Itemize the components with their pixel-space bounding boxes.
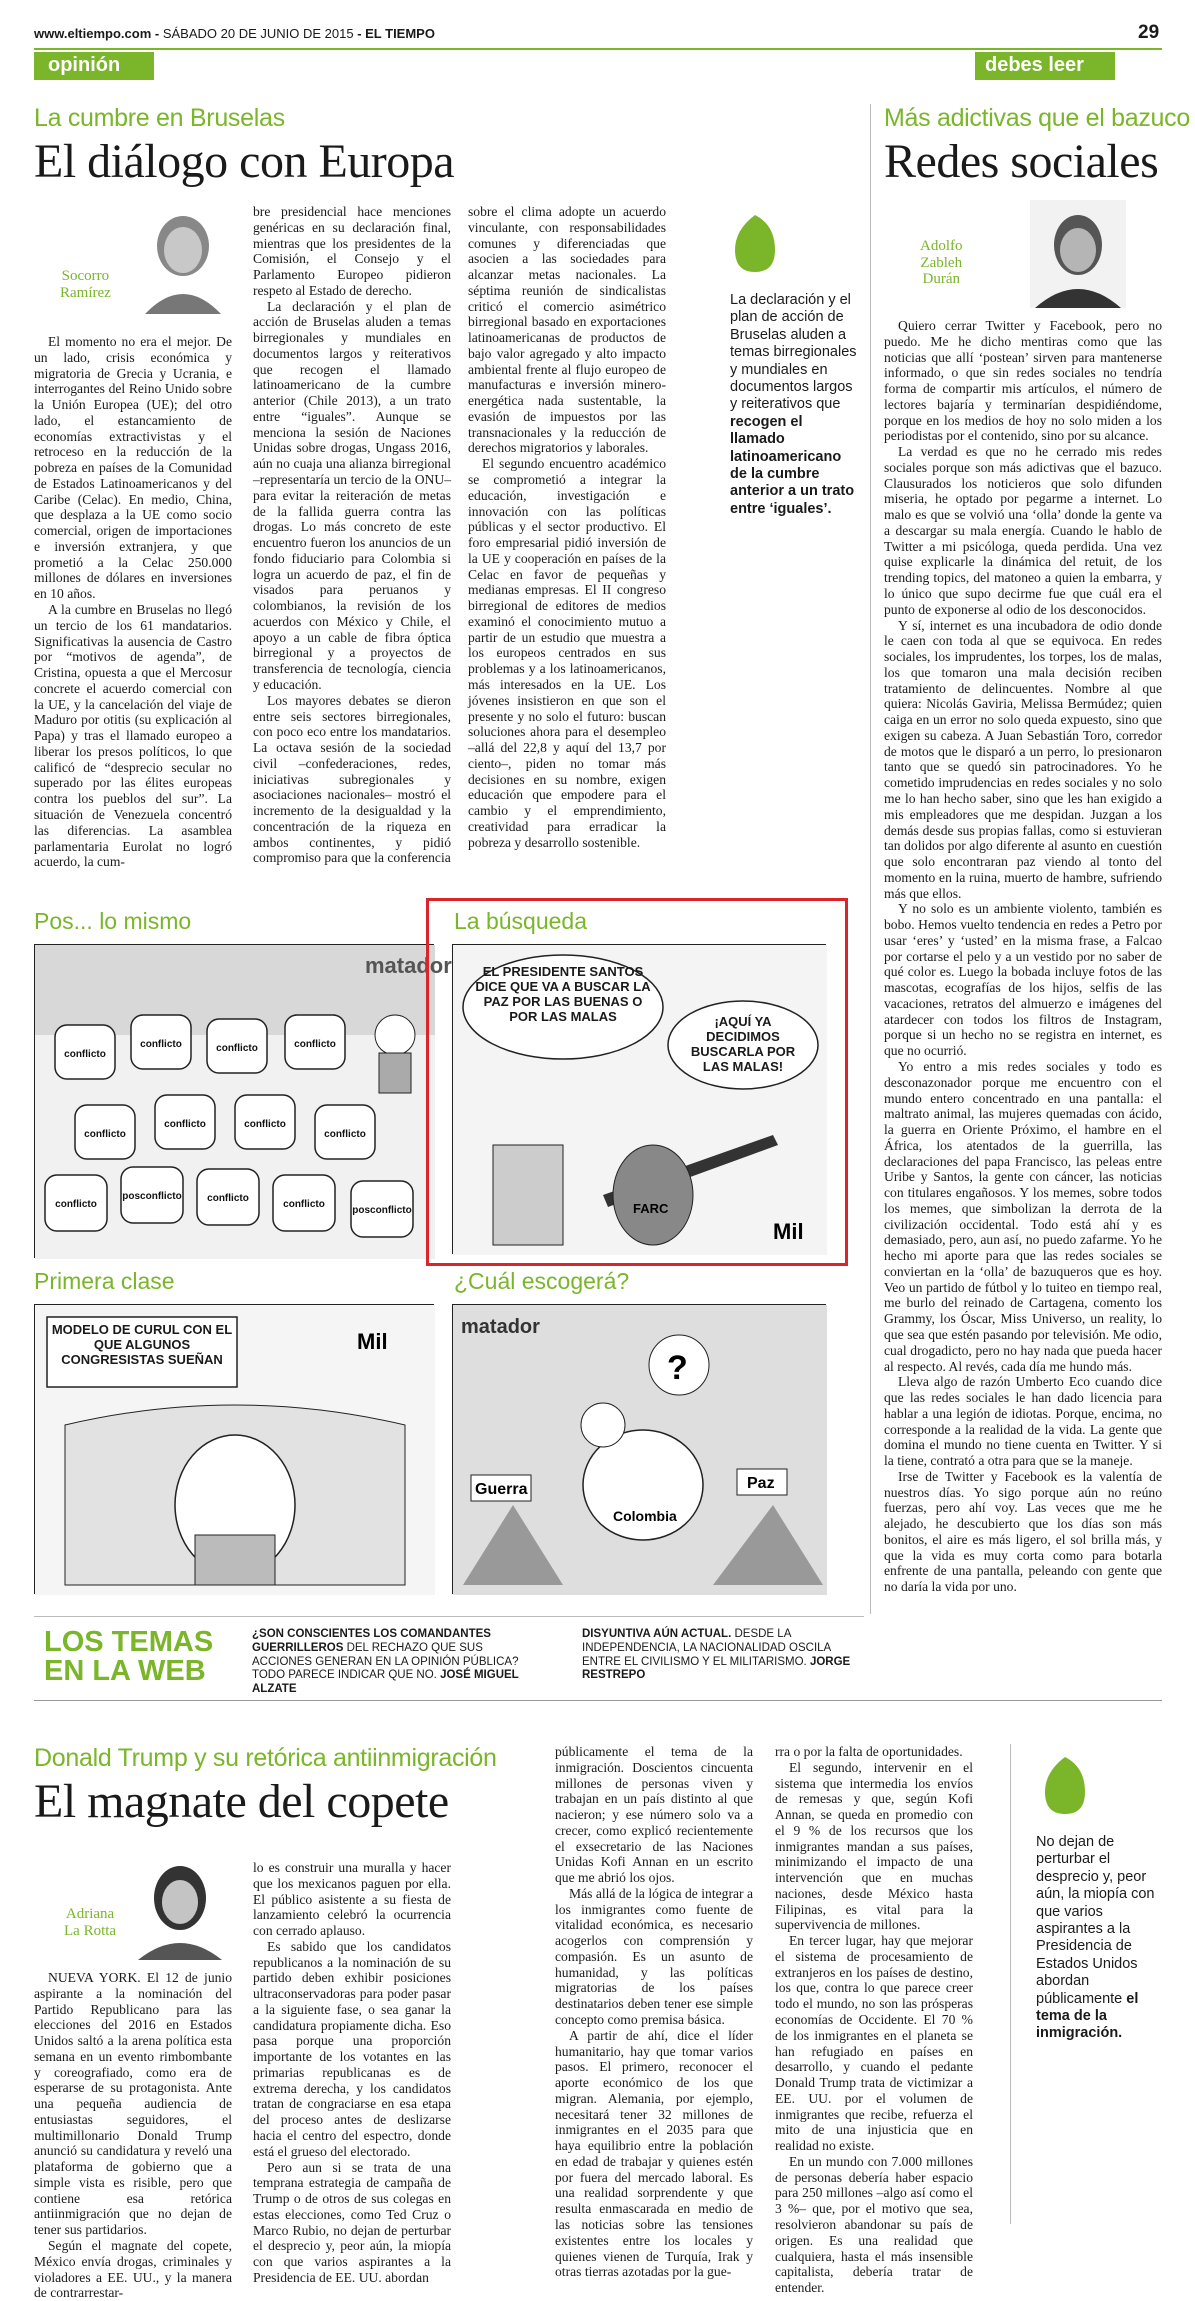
cartoon1-title: Pos... lo mismo	[34, 908, 192, 934]
a1-col3: sobre el clima adopte un acuerdo vinculante, con responsabilidades comunes y diferenciadas que asocien a las sociedades para alcanzar metas nacionales. La séptima reunión de sindicalistas criticó el comercio asimétrico birregional basado en exportaciones latinoamericanas de productos de bajo valor agregado y alto impacto ambiental frente al flujo europeo de manufacturas e inversión minero-energética nada sustentable, la evasión de impuestos por las transnacionales y la reducción de derechos migratorios y laborales. El segundo encuentro académico se comprometió a integrar la educación, investigación e innovación con las políticas públicas y el sector productivo. El foro empresarial pidió inversión de la UE y cooperación en países de la Celac en favor de pequeñas y medianas empresas. El II congreso birregional de editores de medios examinó el conocimiento mutuo a partir de un estudio que muestra a los europeos centrados en sus problemas y a los latinoamericanos, más interesados en la UE. Los jóvenes insistieron en que son el presente y no solo el futuro: buscan soluciones ahora para el desempleo –allá del 22,8 y aquí del 13,7 por ciento–, piden no tomar más decisiones en su nombre, exigen educación que empodere para el cambio y el emprendimiento, creatividad para erradicar la pobreza y desarrollo sostenible.	[468, 204, 666, 850]
cartoon3-title: Primera clase	[34, 1268, 175, 1294]
web-title: LOS TEMAS EN LA WEB	[44, 1626, 214, 1687]
a1-kicker: La cumbre en Bruselas	[34, 104, 285, 132]
svg-text:conflicto: conflicto	[55, 1199, 97, 1210]
a1-headline: El diálogo con Europa	[34, 135, 455, 188]
cartoon-primera-clase	[34, 1304, 434, 1594]
a2-byline: Adolfo Zableh Durán	[920, 238, 963, 287]
author-photo-socorro	[135, 204, 231, 314]
question-mark: ?	[667, 1349, 688, 1387]
a3-col3: públicamente el tema de la inmigración. Doscientos cincuenta millones de personas viven y trabajan en un país distinto al que nacieron; y ese número solo va a crecer, como explicó recientemente el exsecretario de las Naciones Unidas Kofi Annan en un escrito que me abrió los ojos. Más allá de la lógica de integrar a los inmigrantes como fuente de vitalidad económica, es necesario acogerlos con comprensión y compasión. Es un asunto de humanidad, y las políticas migratorias de los países destinatarios deben tener ese simple concepto como premisa básica. A partir de ahí, dice el líder humanitario, hay que tomar varios pasos. El primero, reconocer el aporte económico de los que migran. Alemania, por ejemplo, necesitará tener 32 millones de inmigrantes en el 2035 para que haya equilibrio entre la población en edad de trabajar y quienes estén por fuera del mercado laboral. Es una realidad sorprendente y que resulta enmascarada en medio de las noticias sobre las tensiones existentes entre los locales y quienes vienen de Turquía, Irak y otras tierras azotadas por la gue-	[555, 1744, 753, 2280]
svg-text:conflicto: conflicto	[216, 1043, 258, 1054]
site-url[interactable]: www.eltiempo.com	[34, 26, 152, 41]
cartoon4-artist: matador	[461, 1316, 540, 1338]
a3-headline: El magnate del copete	[34, 1775, 449, 1828]
page-number: 29	[1138, 22, 1160, 43]
cartoon1-artist: matador	[365, 953, 452, 978]
cartoon3-artist: Mil	[357, 1329, 388, 1354]
svg-text:conflicto: conflicto	[294, 1039, 336, 1050]
quote-mark-icon	[730, 210, 780, 280]
a3-byline: Adriana La Rotta	[64, 1906, 117, 1939]
a2-headline: Redes sociales	[884, 135, 1159, 188]
paper-name: EL TIEMPO	[365, 26, 435, 41]
cartoon2-title: La búsqueda	[454, 908, 588, 934]
a3-col1: NUEVA YORK. El 12 de junio aspirante a la nominación del Partido Republicano para las elecciones del 2016 en Estados Unidos saltó a la arena política esta semana en un evento rimbombante y coreografiado, como era de esperarse de su protagonista. Ante una pequeña audiencia de entusiastas seguidores, el multimillonario Donald Trump anunció su candidatura y reveló una plataforma de gobierno que a simple vista es risible, pero que contiene esa retórica antiinmigración que no dejan de tener sus partidarios. Según el magnate del copete, México envía drogas, criminales y violadores a EE. UU., y la manera de contrarrestar-	[34, 1970, 232, 2301]
a2-body: Quiero cerrar Twitter y Facebook, pero no puedo. Me he dicho mentiras como que las noticias que allí ‘postean’ sirven para mantenerse informado, o que sin redes sociales no tendría forma de compartir mis artículos, el número de lectores bajaría y terminarían despidiéndome, porque en los medios de hoy no solo miden a los periodistas por el contenido, sino por su alcance. La verdad es que no he cerrado mis redes sociales porque son más adictivas que el bazuco. Clausurados los noticieros que solo difunden miseria, he optado por pegarme a internet. Lo malo es que se volvió una ‘olla’ donde la gente va a descargar su mala energía. Cuando le hablo de Twitter a mi psicóloga, queda perdida. Una vez quise explicarle la dinámica del retuit, de los trending topics, del matoneo a quien la embarra, y lo único que supo decirme fue que cuál era el punto de exponerse al odio de los desconocidos. Y sí, internet es una incubadora de odio donde le caen con toda al que se equivoca. En redes sociales, los imprudentes, los torpes, los de malas, los que tomaron una mala decisión reciben tratamiento de delincuentes. Nombre al que quiera: Nicolás Gaviria, Melissa Bermúdez; quien caiga en un error no solo queda expuesto, sino que exigen su cabeza. A Juan Sebastián Toro, corredor de motos que le disparó a un perro, lo presionaron tanto que se quedó sin patrocinadores. Yo he cometido imprudencias en redes sociales y no solo me lo han hecho saber, sino que les han exigido a mis empleadores que me despidan. Juzgan a los demás desde sus propias fallas, como si estuvieran tan dolidos por algo diferente al asunto en cuestión que solo encontraran paz viendo al tonto del momento en la ruina, muerto de hambre, sufriendo más que ellos. Y no solo es un ambiente violento, también es bobo. Hemos vuelto tendencia en redes a Petro por usar ‘eres’ y ‘usted’ en la misma frase, a Falcao por cortarse el pelo y a un vestido por no saber de qué color es. Luego la bobada incluye fotos de las mascotas, ecografías de los hijos, selfis de las vacaciones, retratos del almuerzo e imágenes del atardecer con todos los filtros de Instagram, porque si un hecho no se registra en internet, es que no ocurrió. Yo entro a mis redes sociales y todo es desconazonador porque me encuentro con el mundo entero concentrado en una pantalla: el maltrato animal, las mujeres quemadas con ácido, la guerra en Oriente Próximo, el hambre en el África, los atentados de la guerrilla, las declaraciones del papa Francisco, las peleas entre Uribe y Santos, la gente con cáncer, las noticias con titulares engañosos. Y los memes, sobre todos los memes, que simbolizan la derrota de la civilización occidental. Todo está ahí y es demasiado, pero, aun así, no puedo zafarme. Yo he hecho mi aporte para que las redes sociales se conviertan en la ‘olla’ de bazuqueros que es hoy. Veo un partido de fútbol y lo tuiteo en tiempo real, me burlo del reinado de Cartagena, comento los Grammy, los Óscar, Miss Universo, un reality, lo que sea que estén pasando por televisión. Me odio, cual drogadicto, pero no hay nada que pueda hacer al respecto. Al revés, cada día me hundo más. Lleva algo de razón Umberto Eco cuando dice que las redes sociales le han dado licencia para hablar a una legión de idiotas. Porque, encima, no corresponde a la realidad de la vida. La gente que domina el mundo no tiene cuenta en Twitter. Y si la tiene, contrató a otra para que se la maneje. Irse de Twitter y Facebook es la valentía de nuestros días. Yo sigo porque aún no reúno fuerzas, pero ahí voy. Las veces que me he alejado, he descubierto que los días son más bonitos, el aire es más ligero, el sol brilla más, y que la vida es muy corta como para botarla enfrente de una pantalla, peleando con gente que no daría la vida por uno.	[884, 318, 1162, 1595]
cartoon2-artist: Mil	[773, 1219, 804, 1244]
web-item-2[interactable]: DISYUNTIVA AÚN ACTUAL. DESDE LA INDEPENDENCIA, LA NACIONALIDAD OSCILA ENTRE EL CIVILISMO Y EL MILITARISMO. JORGE RESTREPO	[582, 1628, 851, 1682]
svg-text:posconflicto: posconflicto	[122, 1191, 182, 1202]
a2-kicker: Más adictivas que el bazuco	[884, 104, 1190, 132]
svg-text:conflicto: conflicto	[164, 1119, 206, 1130]
paz-label: Paz	[747, 1475, 775, 1492]
cartoon-la-busqueda	[452, 944, 826, 1254]
cartoon2-bubble1: EL PRESIDENTE SANTOS DICE QUE VA A BUSCAR LA PAZ POR LAS BUENAS O POR LAS MALAS	[475, 964, 651, 1024]
svg-text:conflicto: conflicto	[140, 1039, 182, 1050]
svg-text:conflicto: conflicto	[283, 1199, 325, 1210]
a1-col2: bre presidencial hace menciones genéricas en su declaración final, mientras que los presidentes de la Comisión, el Consejo y el Parlamento Europeo pidieron respeto al Estado de derecho. La declaración y el plan de acción de Bruselas aluden a temas birregionales y mundiales en documentos largos y reiterativos que recogen el llamado latinoamericano de la cumbre anterior (Chile 2013), a un trato entre “iguales”. Aunque se menciona la sesión de Naciones Unidas sobre drogas, Ungass 2016, aún no cuaja una alianza birregional –representaría un tercio de la ONU– para evitar la reiteración de metas de la fallida guerra contra las drogas. Lo más concreto de este encuentro fueron los anuncios de un fondo fiduciario para Colombia si logra un acuerdo de paz, el fin de visados para peruanos y colombianos, la revisión de los acuerdos con México y Chile, el apoyo a un cable de fibra óptica birregional y a proyectos de transferencia de tecnología, ciencia y educación. Los mayores debates se dieron entre seis sectores birregionales, con poco eco entre los mandatarios. La octava sesión de la sociedad civil –confederaciones, redes, iniciativas subregionales y asociaciones nacionales– mostró el incremento de la desigualdad y la concentración de la riqueza en ambos continentes, y pidió compromiso para que la conferencia	[253, 204, 451, 866]
svg-text:conflicto: conflicto	[84, 1129, 126, 1140]
a3-col2: lo es construir una muralla y hacer que los mexicanos paguen por ella. El público asistente a su fiesta de lanzamiento celebró la ocurrencia con cerrado aplauso. Es sabido que los candidatos republicanos a la nominación de su partido deben exhibir posiciones ultraconservadoras para poder pasar a la siguiente fase, o sea ganar la candidatura propiamente dicha. Eso pasa porque una proporción importante de los votantes en las primarias republicanas es de extrema derecha, y los candidatos tratan de congraciarse en esa etapa del proceso antes de deslizarse hacia el centro del espectro, donde está el grueso del electorado. Pero aun si se trata de una temprana estrategia de campaña de Trump o de otros de sus colegas en estas elecciones, como Ted Cruz o Marco Rubio, no dejan de perturbar el desprecio y, peor aún, la miopía con que varios aspirantes a la Presidencia de EE. UU. abordan	[253, 1860, 451, 2285]
a1-col1: El momento no era el mejor. De un lado, crisis económica y migratoria de Grecia y Ucrania, e interrogantes del Reino Unido sobre la Unión Europea (UE); del otro lado, el estancamiento de economías extractivistas y el retroceso en la reducción de la pobreza en países de la Comunidad de Estados Latinoamericanos y del Caribe (Celac). En medio, China, que desplaza a la UE como socio comercial, origen de importaciones e inversión extranjera, y que prometió a la Celac 250.000 millones de dólares en inversiones en 10 años. A la cumbre en Bruselas no llegó un tercio de los 61 mandatarios. Significativas la ausencia de Castro por “motivos de agenda”, de Cristina, opuesta a que el Mercosur concrete el acuerdo comercial con la UE, y la cancelación del viaje de Maduro por otitis (su explicación al Papa) y tras el llamado europeo a liberar los presos políticos, lo que calificó de “desprecio secular no superado por las élites europeas contra los pueblos del sur”. La situación de Venezuela concentró las diferencias. La asamblea parlamentaria Eurolat no logró acuerdo, la cum-	[34, 334, 232, 870]
cartoon2-bubble2: ¡AQUÍ YA DECIDIMOS BUSCARLA POR LAS MALAS!	[690, 1014, 796, 1074]
svg-text:conflicto: conflicto	[64, 1049, 106, 1060]
issue-date: SÁBADO 20 DE JUNIO DE 2015	[162, 26, 354, 41]
a3-pullquote: No dejan de perturbar el desprecio y, peor aún, la miopía con que varios aspirantes a la Presidencia de Estados Unidos abordan públicamente el tema de la inmigración.	[1036, 1834, 1155, 2042]
a3-col4: rra o por la falta de oportunidades. El segundo, intervenir en el sistema que intermedia los envíos de remesas y que, según Kofi Annan, se queda en promedio con el 9 % de los recursos que los inmigrantes mandan a sus países, minimizando el impacto de una intervención que en muchas naciones, desde México hasta Filipinas, es vital para la supervivencia de millones. En tercer lugar, hay que mejorar el sistema de procesamiento de extranjeros en los países de destino, los que, contra lo que parece creer todo el mundo, no son las prósperas economías de Occidente. El 70 % de los inmigrantes en el planeta se han refugiado en países en desarrollo, y cuando el pedante Donald Trump trata de victimizar a EE. UU. por el volumen de inmigrantes que recibe, refuerza el mito de una injusticia que en realidad no existe. En un mundo con 7.000 millones de personas debería haber espacio para 250 millones –algo así como el 3 %– que, por el motivo que sea, resolvieron abandonar su país de origen. Es una realidad que cualquiera, hasta el más insensible capitalista, debería tratar de entender.	[775, 1744, 973, 2296]
a1-byline: Socorro Ramírez	[60, 268, 111, 301]
cartoon-pos-lo-mismo	[34, 944, 452, 1258]
author-photo-adolfo	[1030, 200, 1126, 308]
a3-kicker: Donald Trump y su retórica antiinmigración	[34, 1744, 497, 1772]
web-item-1[interactable]: ¿SON CONSCIENTES LOS COMANDANTES GUERRILLEROS DEL RECHAZO QUE SUS ACCIONES GENERAN EN LA OPINIÓN PÚBLICA? TODO PARECE INDICAR QUE NO. JOSÉ MIGUEL ALZATE	[252, 1628, 519, 1696]
header-rule	[34, 48, 1162, 50]
section-tab: opinión	[34, 52, 154, 80]
author-photo-adriana	[130, 1856, 230, 1960]
header-line: www.eltiempo.com - SÁBADO 20 DE JUNIO DE 2015 - EL TIEMPO	[34, 26, 435, 41]
colombia-label: Colombia	[613, 1508, 677, 1524]
svg-text:conflicto: conflicto	[324, 1129, 366, 1140]
svg-text:posconflicto: posconflicto	[352, 1205, 412, 1216]
cartoon4-title: ¿Cuál escogerá?	[454, 1268, 630, 1294]
right-section-tab: debes leer	[975, 52, 1115, 80]
svg-text:conflicto: conflicto	[207, 1193, 249, 1204]
svg-text:conflicto: conflicto	[244, 1119, 286, 1130]
farc-label: FARC	[633, 1201, 669, 1216]
guerra-label: Guerra	[475, 1481, 528, 1498]
a1-pullquote: La declaración y el plan de acción de Bruselas aluden a temas birregionales y mundiales en documentos largos y reiterativos que recogen el llamado latinoamericano de la cumbre anterior a un trato entre ‘iguales’.	[730, 292, 857, 517]
cartoon-cual-escogera	[452, 1304, 826, 1594]
cartoon3-bubble: MODELO DE CURUL CON EL QUE ALGUNOS CONGRESISTAS SUEÑAN	[51, 1322, 233, 1367]
quote-mark-icon-2	[1040, 1752, 1090, 1822]
